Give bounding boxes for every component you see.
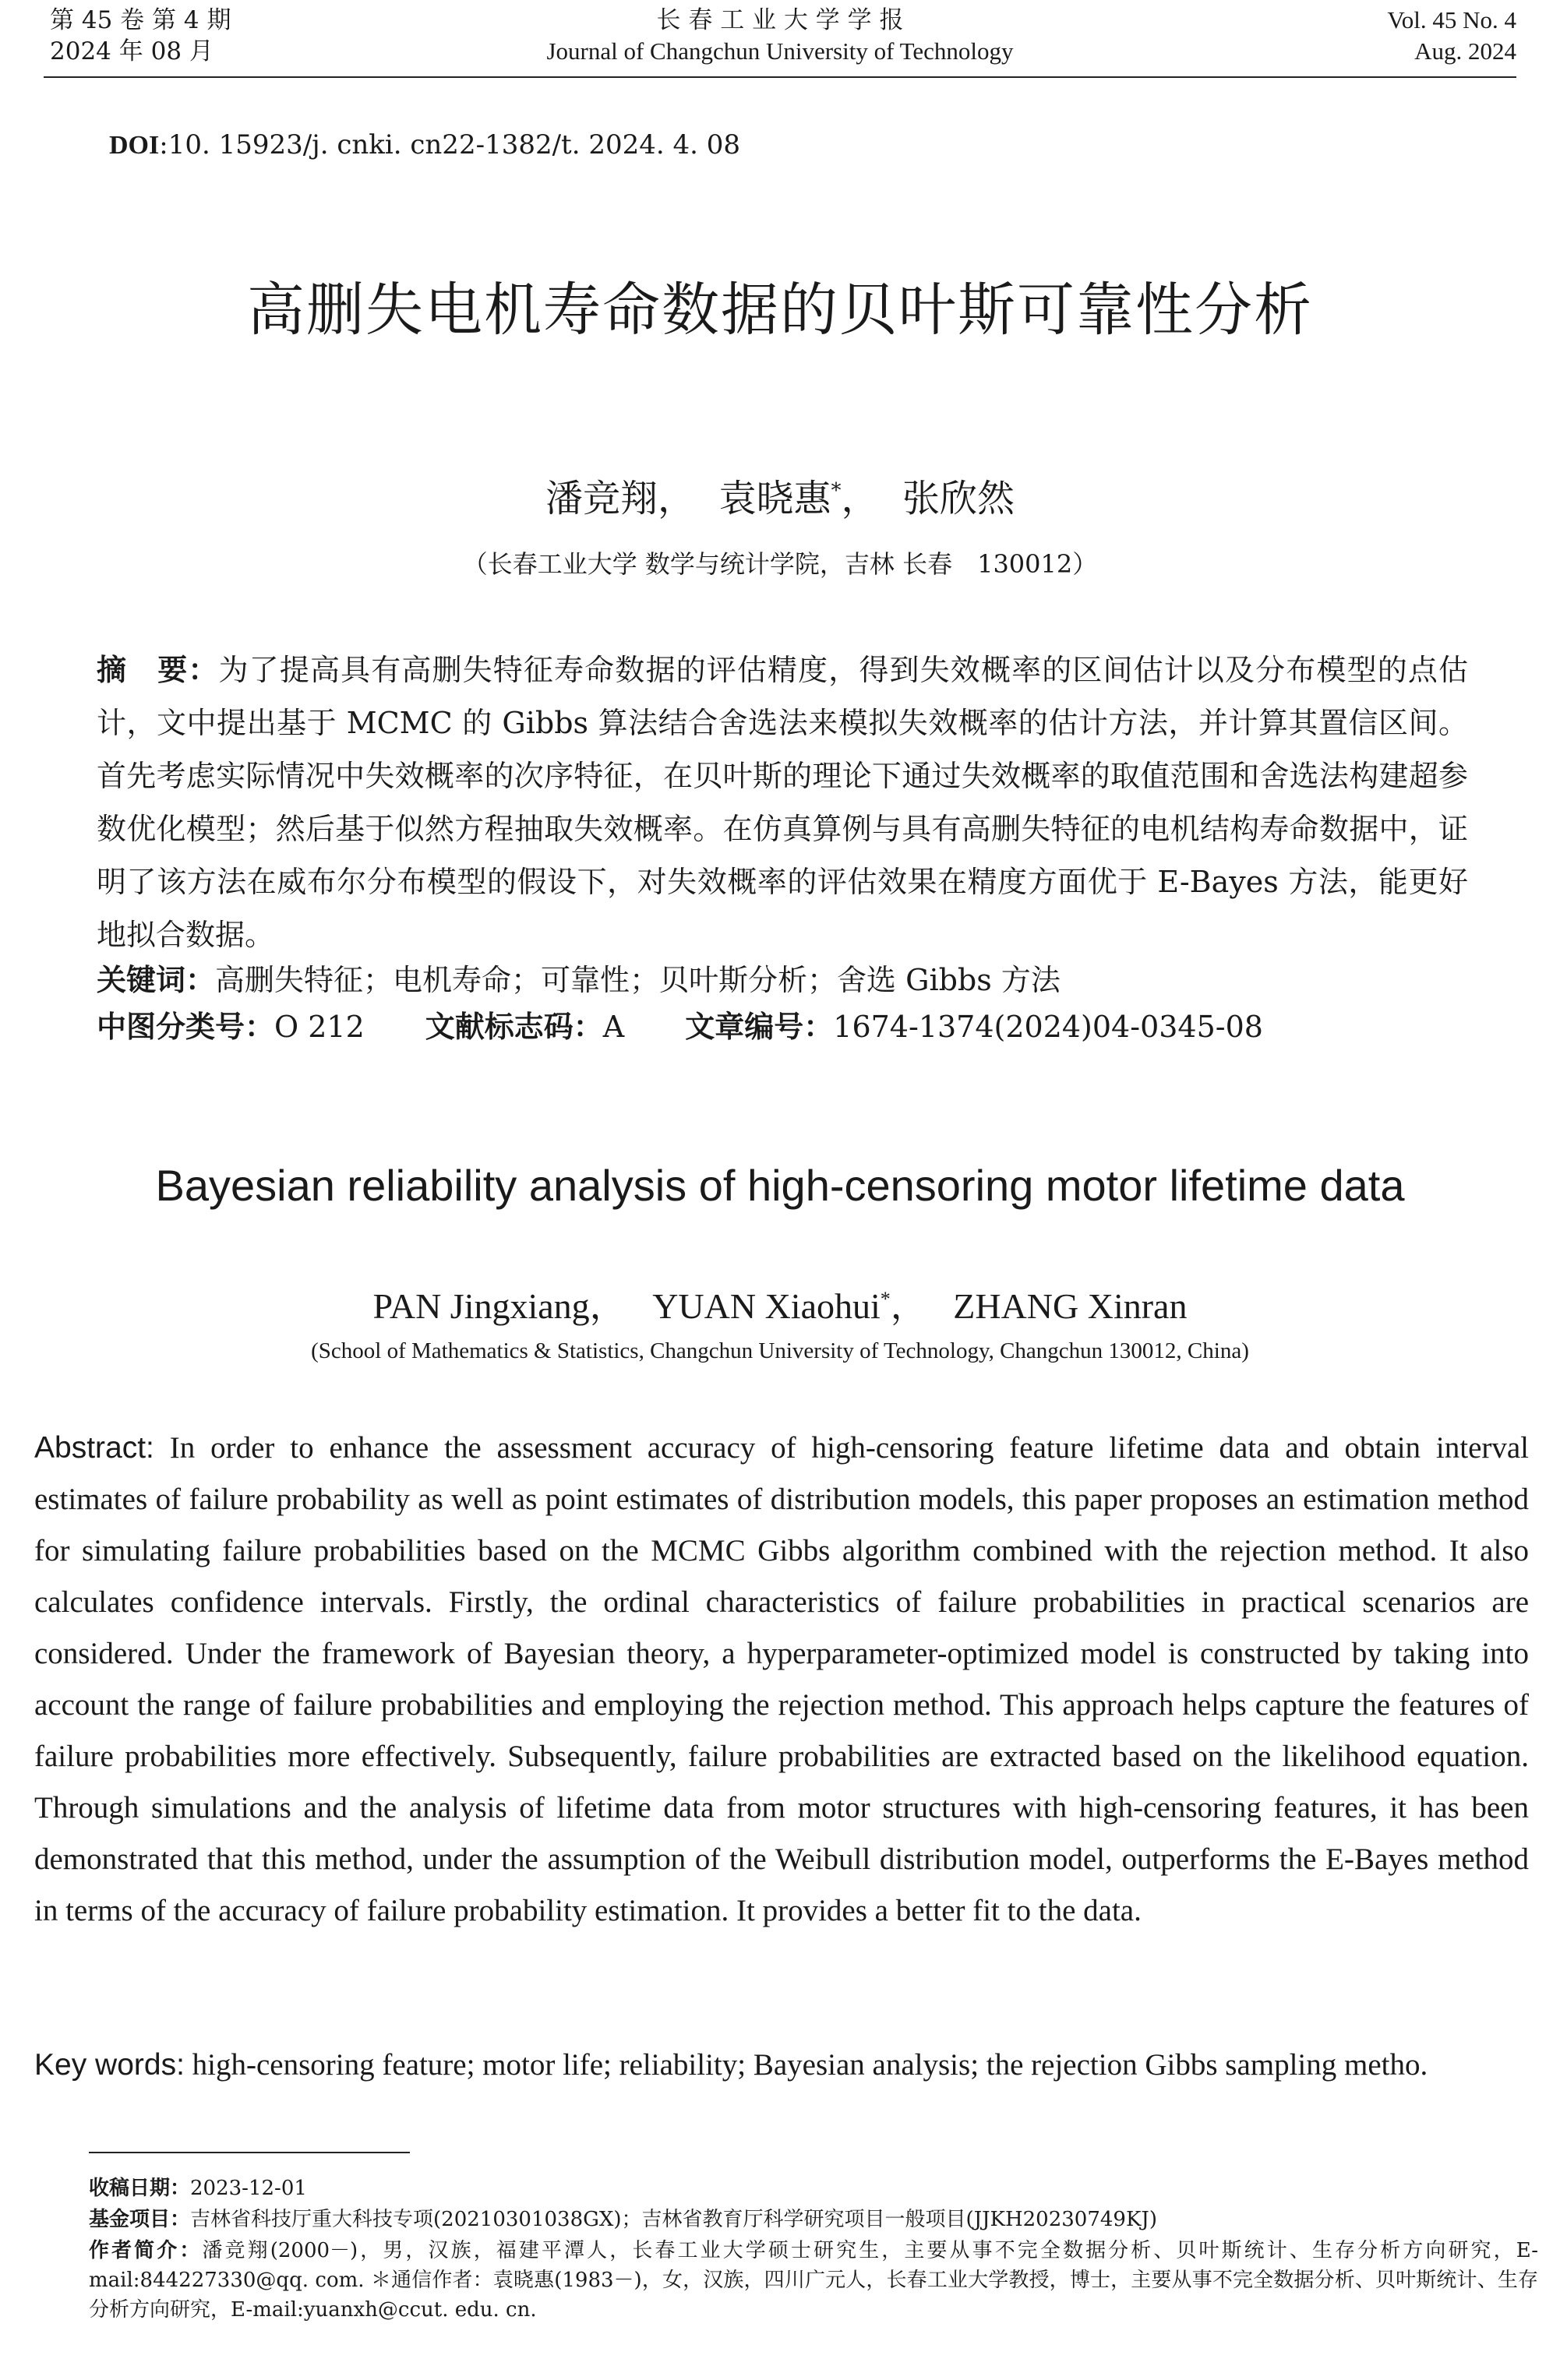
volume-issue-cn: 第 45 卷 第 4 期 (50, 6, 231, 34)
author-1-cn: 潘竞翔， (545, 477, 695, 520)
funding-label: 基金项目： (89, 2208, 191, 2231)
doc-code-value: A (602, 1010, 625, 1044)
footnote-received (89, 2174, 1538, 2203)
author-list-cn (0, 466, 1560, 524)
paper-title-en: Bayesian reliability analysis of high-censoring motor lifetime data (155, 1161, 1405, 1210)
keywords-label-en: Key words: (34, 2048, 185, 2082)
author-bio-value: 潘竞翔(2000－)，男，汉族，福建平潭人，长春工业大学硕士研究生，主要从事不完全数据分析、贝叶斯统计、生存分析方向研究，E-mail:844227330@qq. com. ＊通信作者：袁晓惠(1983－)，女，汉族，四川广元人，长春工业大学教授，博士，主要从事不完全数据分析、贝叶斯统计、生存分析方向研究，E-mail:yuanxh@ccut. edu. cn. (89, 2239, 1538, 2322)
date-en: Aug. 2024 (1414, 37, 1516, 65)
keywords-en (34, 2040, 1529, 2091)
keywords-label-cn: 关键词： (97, 963, 216, 997)
author-2-en: YUAN Xiaohui (652, 1286, 881, 1326)
author-3-cn: 张欣然 (902, 477, 1015, 520)
header-rule (44, 76, 1516, 78)
author-separator-en: ， (890, 1286, 926, 1326)
author-separator: ， (841, 477, 879, 520)
date-cn: 2024 年 08 月 (50, 37, 214, 65)
corresponding-mark: * (831, 479, 842, 502)
abstract-cn (97, 643, 1468, 961)
journal-name-cn: 长 春 工 业 大 学 学 报 (656, 6, 904, 34)
received-date: 2023-12-01 (190, 2177, 307, 2200)
abstract-label-cn: 摘 要： (97, 653, 219, 687)
corresponding-mark-en: * (880, 1288, 891, 1310)
footnote-rule (89, 2152, 410, 2153)
volume-issue-en: Vol. 45 No. 4 (1387, 6, 1516, 33)
received-label: 收稿日期： (89, 2177, 191, 2200)
abstract-text-cn: 为了提高具有高删失特征寿命数据的评估精度，得到失效概率的区间估计以及分布模型的点估计，文中提出基于 MCMC 的 Gibbs 算法结合舍选法来模拟失效概率的估计方法，并计算其置信区间。首先考虑实际情况中失效概率的次序特征，在贝叶斯的理论下通过失效概率的取值范围和舍选法构建超参数优化模型；然后基于似然方程抽取失效概率。在仿真算例与具有高删失特征的电机结构寿命数据中，证明了该方法在威布尔分布模型的假设下，对失效概率的评估效果在精度方面优于 E-Bayes 方法，能更好地拟合数据。 (97, 653, 1468, 952)
doi-value: :10. 15923/j. cnki. cn22-1382/t. 2024. 4. 08 (159, 129, 740, 160)
author-1-en: PAN Jingxiang， (372, 1286, 626, 1326)
doi-line (109, 129, 740, 160)
running-header-right (1387, 5, 1516, 67)
abstract-text-en: In order to enhance the assessment accuracy of high-censoring feature lifetime data and obtain interval estimates of failure probability as well as point estimates of distribution models, this paper proposes an estimation method for simulating failure probabilities based on the MCMC Gibbs algorithm combined with the rejection method. It also calculates confidence intervals. Firstly, the ordinal characteristics of failure probabilities in practical scenarios are considered. Under the framework of Bayesian theory, a hyperparameter-optimized model is constructed by taking into account the range of failure probabilities and employing the rejection method. This approach helps capture the features of failure probabilities more effectively. Subsequently, failure probabilities are extracted based on the likelihood equation. Through simulations and the analysis of lifetime data from motor structures with high-censoring features, it has been demonstrated that this method, under the assumption of the Weibull distribution model, outperforms the E-Bayes method in terms of the accuracy of failure probability estimation. It provides a better fit to the data. (34, 1431, 1530, 1927)
classification-row (97, 1003, 1263, 1050)
paper-title-cn: 高删失电机寿命数据的贝叶斯可靠性分析 (247, 277, 1313, 344)
keywords-text-en: high-censoring feature; motor life; reliability; Bayesian analysis; the rejection Gibbs sampling metho. (192, 2048, 1428, 2082)
keywords-text-cn: 高删失特征；电机寿命；可靠性；贝叶斯分析；舍选 Gibbs 方法 (215, 963, 1061, 997)
doi-label: DOI (109, 131, 160, 160)
keywords-cn (97, 957, 1061, 1003)
doc-code-label: 文献标志码： (425, 1010, 603, 1044)
footnote-author-bio (89, 2236, 1538, 2325)
author-bio-label: 作者简介： (89, 2239, 203, 2262)
abstract-en (34, 1423, 1529, 1937)
article-number-value: 1674-1374(2024)04-0345-08 (833, 1010, 1263, 1044)
abstract-label-en: Abstract: (34, 1431, 154, 1465)
funding-value: 吉林省科技厅重大科技专项(20210301038GX)；吉林省教育厅科学研究项目一般项目(JJKH20230749KJ) (190, 2208, 1157, 2231)
clc-value: O 212 (274, 1010, 365, 1044)
affiliation-en: (School of Mathematics & Statistics, Changchun University of Technology, Changchun 130012, China) (311, 1338, 1249, 1363)
author-list-en (0, 1276, 1560, 1330)
clc-label: 中图分类号： (97, 1010, 275, 1044)
journal-name-en: Journal of Changchun University of Technology (546, 37, 1014, 65)
affiliation-cn: （长春工业大学 数学与统计学院，吉林 长春 130012） (462, 549, 1098, 579)
author-3-en: ZHANG Xinran (953, 1286, 1188, 1326)
author-2-cn: 袁晓惠 (718, 477, 831, 520)
running-header-center (0, 5, 1560, 67)
article-number-label: 文章编号： (685, 1010, 834, 1044)
footnote-funding (89, 2205, 1538, 2234)
